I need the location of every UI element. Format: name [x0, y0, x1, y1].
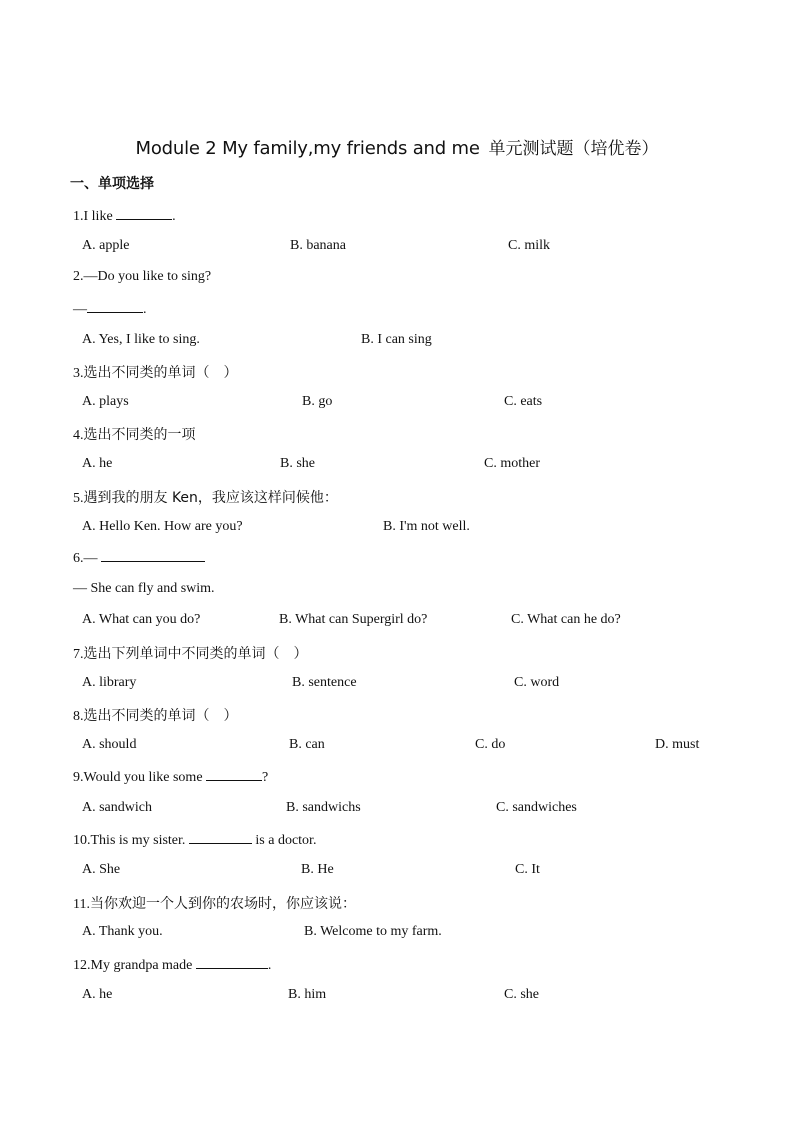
option-c[interactable]: C. eats — [504, 394, 543, 409]
option-a[interactable]: A. She — [82, 862, 121, 877]
option-c[interactable]: C. mother — [484, 456, 540, 471]
question-12: 12.My grandpa made . — [73, 958, 272, 973]
question-10: 10.This is my sister. is a doctor. — [73, 833, 317, 848]
question-5: 5.遇到我的朋友 Ken，我应该这样问候他： — [73, 490, 338, 506]
answer-blank[interactable] — [189, 831, 252, 844]
option-b[interactable]: B. I'm not well. — [383, 519, 470, 534]
option-a[interactable]: A. Thank you. — [82, 924, 163, 939]
question-11: 11.当你欢迎一个人到你的农场时，你应该说： — [73, 896, 356, 912]
page-title — [0, 134, 794, 160]
question-2: 2.—Do you like to sing? — [73, 269, 212, 284]
option-a[interactable]: A. plays — [82, 394, 129, 409]
option-b[interactable]: B. He — [301, 862, 334, 877]
option-b[interactable]: B. she — [280, 456, 315, 471]
option-c[interactable]: C. word — [514, 675, 560, 690]
question-3: 3.选出不同类的单词（ ） — [73, 365, 238, 381]
answer-blank[interactable] — [206, 768, 262, 781]
answer-blank[interactable] — [101, 549, 205, 562]
section-heading: 一、单项选择 — [70, 176, 154, 192]
question-9: 9.Would you like some ? — [73, 770, 269, 785]
option-a[interactable]: A. he — [82, 987, 113, 1002]
question-8: 8.选出不同类的单词（ ） — [73, 708, 238, 724]
title-chinese: 单元测试题（培优卷） — [488, 139, 659, 159]
option-a[interactable]: A. What can you do? — [82, 612, 201, 627]
option-c[interactable]: C. she — [504, 987, 539, 1002]
option-a[interactable]: A. apple — [82, 238, 130, 253]
question-2-response: — . — [73, 302, 147, 317]
option-c[interactable]: C. milk — [508, 238, 551, 253]
option-c[interactable]: C. do — [475, 737, 506, 752]
option-b[interactable]: B. Welcome to my farm. — [304, 924, 442, 939]
answer-blank[interactable] — [116, 207, 172, 220]
option-b[interactable]: B. banana — [290, 238, 346, 253]
option-a[interactable]: A. sandwich — [82, 800, 152, 815]
option-a[interactable]: A. should — [82, 737, 137, 752]
option-a[interactable]: A. Hello Ken. How are you? — [82, 519, 243, 534]
question-6: 6.— — [73, 549, 205, 567]
option-b[interactable]: B. sentence — [292, 675, 357, 690]
option-b[interactable]: B. What can Supergirl do? — [279, 612, 428, 627]
question-1: 1.I like . — [73, 209, 176, 224]
option-a[interactable]: A. library — [82, 675, 137, 690]
answer-blank[interactable] — [87, 300, 143, 313]
option-b[interactable]: B. him — [288, 987, 327, 1002]
question-6-response: — She can fly and swim. — [73, 581, 215, 596]
option-b[interactable]: B. I can sing — [361, 332, 432, 347]
option-b[interactable]: B. sandwichs — [286, 800, 361, 815]
option-b[interactable]: B. go — [302, 394, 333, 409]
option-c[interactable]: C. It — [515, 862, 540, 877]
option-a[interactable]: A. Yes, I like to sing. — [82, 332, 200, 347]
option-d[interactable]: D. must — [655, 737, 700, 752]
question-7: 7.选出下列单词中不同类的单词（ ） — [73, 646, 308, 662]
question-4: 4.选出不同类的一项 — [73, 427, 196, 443]
answer-blank[interactable] — [196, 956, 268, 969]
option-b[interactable]: B. can — [289, 737, 325, 752]
option-c[interactable]: C. sandwiches — [496, 800, 577, 815]
option-a[interactable]: A. he — [82, 456, 113, 471]
title-english: Module 2 My family,my friends and me — [135, 138, 480, 159]
option-c[interactable]: C. What can he do? — [511, 612, 621, 627]
